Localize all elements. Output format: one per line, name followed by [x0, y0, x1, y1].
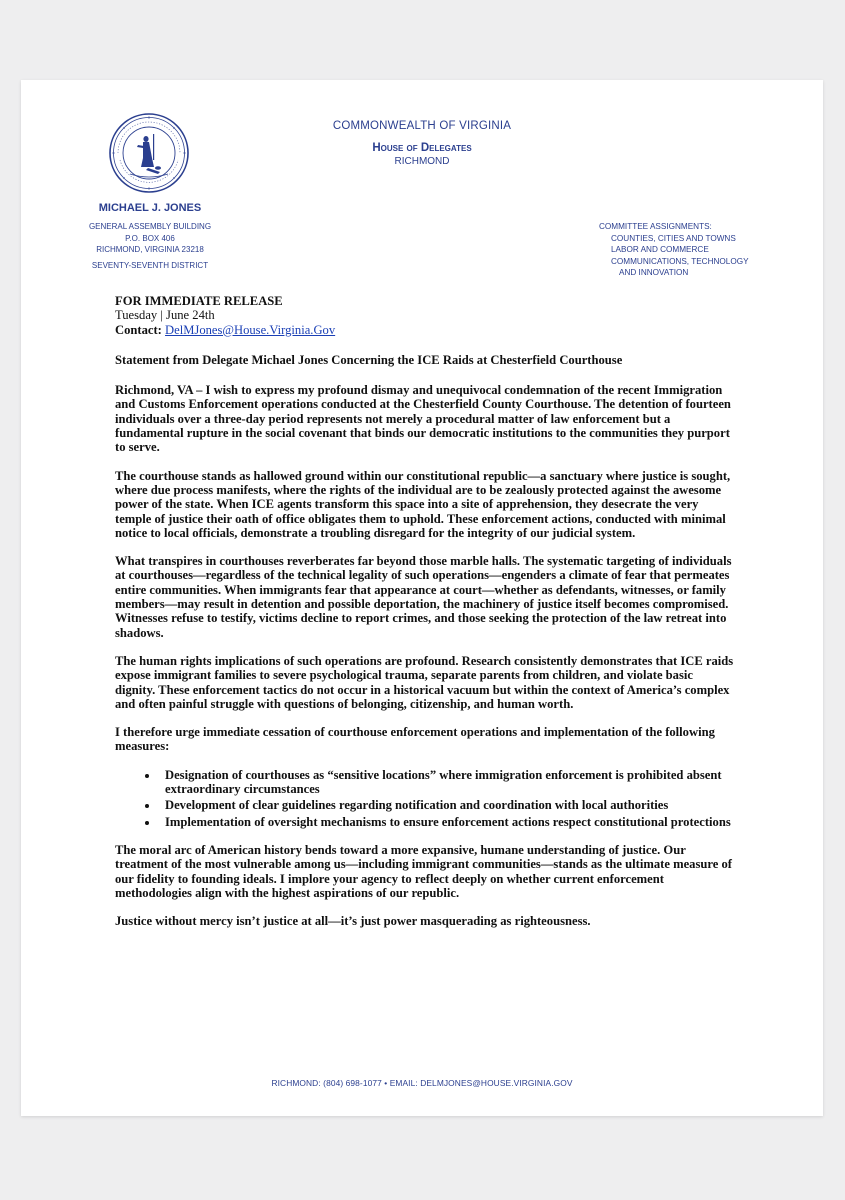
committee-heading: COMMITTEE ASSIGNMENTS:: [599, 222, 712, 231]
paragraph: What transpires in courthouses reverberates far beyond those marble halls. The systematic targeting of individuals at courthouses—regardless of the technical legality of such operations—engenders a climate of fear that permeates entire communities. When immigrants fear that appearance at court—whether as defendants, witnesses, or family members—may result in detention and possible deportation, the machinery of justice itself becomes compromised. Witnesses refuse to testify, victims decline to report crimes, and those seeking the protection of the law retreat into shadows.: [115, 554, 732, 640]
delegate-name: MICHAEL J. JONES: [98, 202, 202, 214]
paragraph: The human rights implications of such operations are profound. Research consistently demonstrates that ICE raids expose immigrant families to severe psychological trauma, separate parents from children, and violate basic dignity. These enforcement tactics do not occur in a historical vacuum but within the context of America’s complex and often painful struggle with questions of belonging, citizenship, and human worth.: [115, 653, 734, 711]
paragraph: The moral arc of American history bends toward a more expansive, humane understanding of justice. Our treatment of the most vulnerable among us—including immigrant communities—stands as the ultimate measure of our fidelity to founding ideals. I implore your agency to reflect deeply on whether current enforcement methodologies align with the highest aspirations of our republic.: [115, 842, 732, 900]
committee-item: COUNTIES, CITIES AND TOWNS: [611, 233, 736, 243]
committee-item: LABOR AND COMMERCE: [611, 245, 709, 254]
delegate-info: [59, 202, 241, 270]
address-building: GENERAL ASSEMBLY BUILDING: [88, 222, 212, 231]
release-date: Tuesday | June 24th: [115, 308, 215, 323]
letter-body: [115, 294, 735, 942]
closing-quote: Justice without mercy isn’t justice at all—it’s just power masquerading as righteousness.: [115, 914, 591, 929]
address-city: RICHMOND, VIRGINIA 23218: [96, 245, 204, 254]
committee-item: COMMUNICATIONS, TECHNOLOGY: [611, 256, 749, 266]
city-label: RICHMOND: [394, 156, 450, 167]
list-item: • Implementation of oversight mechanisms to ensure enforcement actions respect constitutional protections: [159, 815, 735, 829]
footer-contact: RICHMOND: (804) 698-1077 • EMAIL: DELMJONES@HOUSE.VIRGINIA.GOV: [271, 1078, 573, 1088]
release-label: FOR IMMEDIATE RELEASE: [115, 294, 283, 308]
letter-page: [21, 80, 823, 1116]
committee-assignments: [599, 221, 809, 279]
list-item: • Designation of courthouses as “sensitive locations” where immigration enforcement is prohibited absent extraordinary circumstances: [159, 768, 735, 797]
measures-list: [115, 768, 735, 829]
release-contact: [115, 323, 735, 337]
address-po-box: P.O. BOX 406: [125, 233, 175, 243]
contact-email-link[interactable]: DelMJones@House.Virginia.Gov: [165, 322, 336, 337]
contact-label: Contact:: [115, 322, 162, 337]
letterhead-title: [301, 120, 543, 167]
paragraph: Richmond, VA – I wish to express my profound dismay and unequivocal condemnation of the recent Immigration and Customs Enforcement operations conducted at the Chesterfield County Courthouse. The detention of fourteen individuals over a three-day period represents not merely a procedural matter of law enforcement but a fundamental rupture in the social covenant that binds our democratic institutions to the communities they purport to serve.: [115, 383, 731, 455]
committee-item: AND INNOVATION: [619, 268, 689, 277]
commonwealth-label: COMMONWEALTH OF VIRGINIA: [332, 120, 512, 132]
paragraph: The courthouse stands as hallowed ground within our constitutional republic—a sanctuary where justice is sought, where due process manifests, where the rights of the individual are to be zealously protected against the awesome power of the state. When ICE agents transform this space into a site of apprehension, they desecrate the very temple of justice their oath of office obligates them to uphold. These enforcement actions, conducted with minimal notice to local officials, demonstrate a troubling disregard for the integrity of our judicial system.: [115, 468, 731, 540]
statement-title: Statement from Delegate Michael Jones Concerning the ICE Raids at Chesterfield Courthouse: [115, 352, 623, 367]
virginia-seal-icon: [108, 112, 190, 194]
paragraph: I therefore urge immediate cessation of courthouse enforcement operations and implementation of the following measures:: [115, 725, 715, 754]
list-item: • Development of clear guidelines regarding notification and coordination with local authorities: [159, 798, 735, 812]
house-label: House of Delegates: [372, 142, 472, 154]
district-label: SEVENTY-SEVENTH DISTRICT: [91, 260, 209, 270]
release-block: [115, 294, 735, 337]
